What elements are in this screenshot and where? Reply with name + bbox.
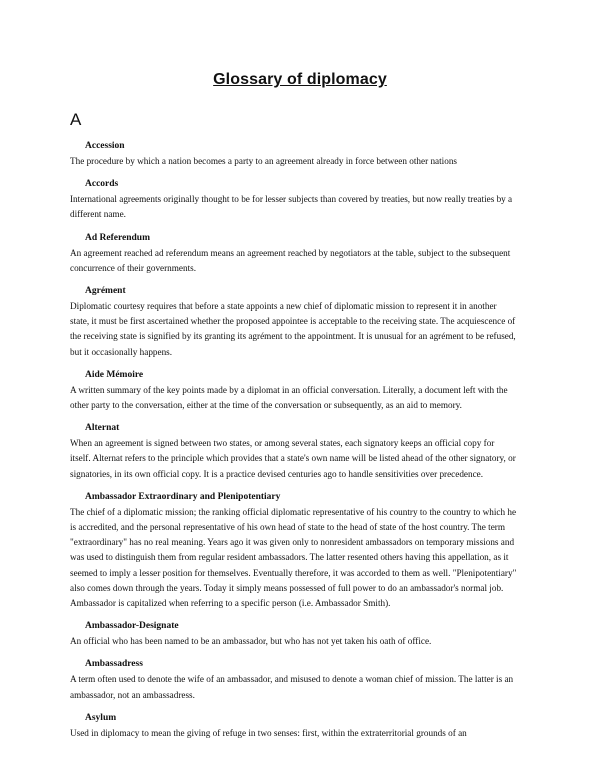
glossary-term: Ambassador Extraordinary and Plenipotentiary xyxy=(85,491,281,502)
glossary-term: Asylum xyxy=(85,712,117,723)
glossary-entry xyxy=(70,368,517,413)
glossary-term: Agrément xyxy=(85,286,126,297)
glossary-entry xyxy=(70,490,517,611)
glossary-definition: The chief of a diplomatic mission; the ranking official diplomatic representative of his country to the country to which he is accredited, and the personal representative of his own head of state to the head of state of the host country. The term "extraordinary" has no real meaning. Years ago it was given only to nonresident ambassadors on temporary missions and was used to distinguish them from regular resident ambassadors. The latter resented others having this appellation, as it seemed to imply a lesser position for themselves. Eventually therefore, it was accorded to them as well. "Plenipotentiary" also comes down through the years. Today it simply means possessed of full power to do an ambassador's normal job. Ambassador is capitalized when referring to a specific person (i.e. Ambassador Smith). xyxy=(70,506,517,609)
glossary-entry xyxy=(70,231,517,276)
glossary-definition: A term often used to denote the wife of an ambassador, and misused to denote a woman chief of mission. The latter is an ambassador, not an ambassadress. xyxy=(70,674,514,700)
glossary-definition: An agreement reached ad referendum means an agreement reached by negotiators at the table, subject to the subsequent concurrence of their governments. xyxy=(70,247,511,273)
glossary-term: Ad Referendum xyxy=(85,232,151,243)
glossary-entry xyxy=(70,284,517,360)
glossary-entry xyxy=(70,421,517,482)
glossary-definition: A written summary of the key points made by a diplomat in an official conversation. Literally, a document left with the other party to the conversation, either at the time of the conversation or subsequently, as an aid to memory. xyxy=(70,384,508,411)
glossary-entry xyxy=(70,139,517,169)
glossary-definition: Diplomatic courtesy requires that before a state appoints a new chief of diplomatic mission to represent it in another state, it must be first ascertained whether the proposed appointee is acceptable to the receiving state. The acquiescence of the receiving state is signified by its granting its agrément to the appointment. It is unusual for an agrément to be refused, but it occasionally happens. xyxy=(70,301,516,357)
page-title: Glossary of diplomacy xyxy=(213,71,387,88)
glossary-list xyxy=(70,139,517,749)
glossary-term: Ambassador-Designate xyxy=(85,621,179,632)
glossary-term: Alternat xyxy=(85,423,120,434)
glossary-definition: The procedure by which a nation becomes a party to an agreement already in force between other nations xyxy=(70,156,457,166)
glossary-definition: International agreements originally thought to be for lesser subjects than covered by treaties, but now really treaties by a different name. xyxy=(70,194,513,220)
glossary-definition: Used in diplomacy to mean the giving of refuge in two senses: first, within the extraterritorial grounds of an xyxy=(70,727,467,738)
glossary-entry xyxy=(70,711,517,741)
glossary-term: Ambassadress xyxy=(85,659,143,670)
glossary-definition: When an agreement is signed between two states, or among several states, each signatory keeps an official copy for itself. Alternat refers to the principle which provides that a state's own name will be listed ahead of the other signatory, or signatories, in its own official copy. It is a practice devised centuries ago to handle sensitivities over precedence. xyxy=(70,438,516,479)
glossary-entry xyxy=(70,657,517,702)
glossary-entry xyxy=(70,177,517,222)
glossary-term: Accords xyxy=(85,179,119,190)
glossary-definition: An official who has been named to be an ambassador, but who has not yet taken his oath of office. xyxy=(70,636,432,647)
section-letter: A xyxy=(70,110,82,129)
glossary-term: Accession xyxy=(85,141,125,151)
glossary-term: Aide Mémoire xyxy=(85,369,144,380)
glossary-entry xyxy=(70,619,517,649)
